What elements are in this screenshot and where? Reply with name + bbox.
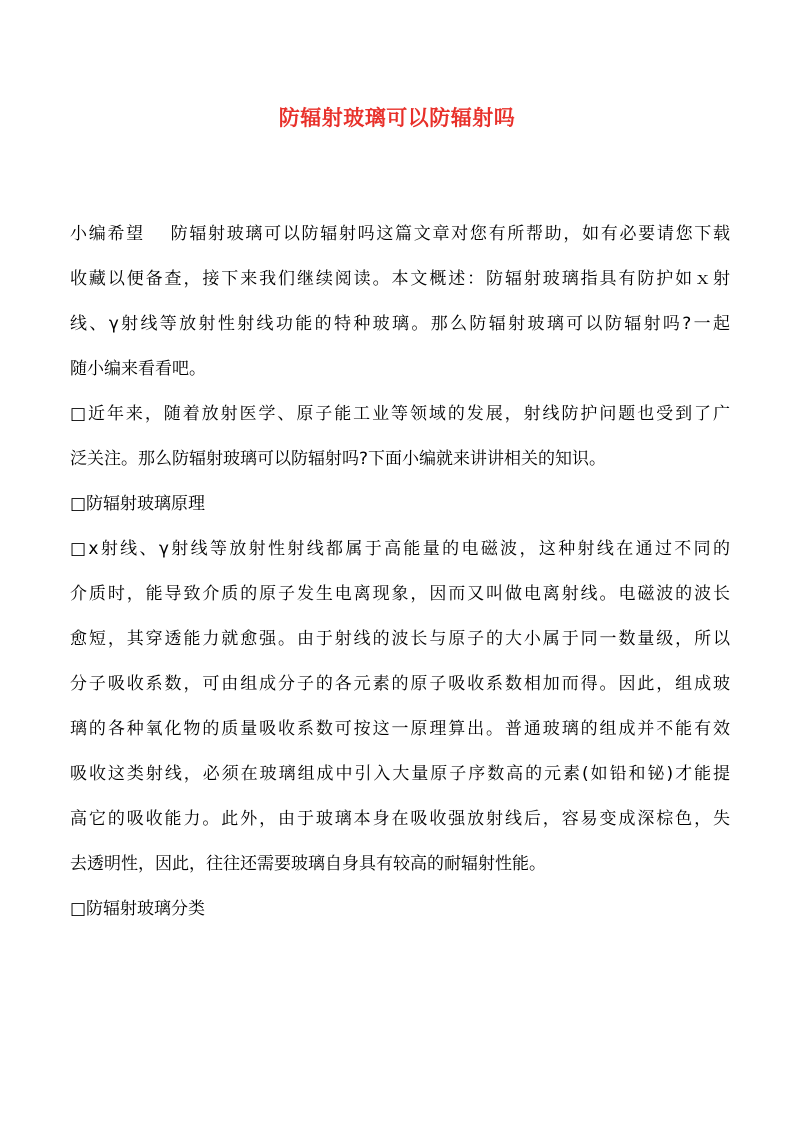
document-title: 防辐射玻璃可以防辐射吗 bbox=[278, 106, 516, 130]
text-line: 泛关注。那么防辐射玻璃可以防辐射吗?下面小编就来讲讲相关的知识。 bbox=[70, 449, 607, 469]
section-heading-classification bbox=[70, 887, 730, 932]
text-line: 线、γ射线等放射性射线功能的特种玻璃。那么防辐射玻璃可以防辐射吗?一起 bbox=[70, 314, 730, 334]
text-line: 收藏以便备查，接下来我们继续阅读。本文概述：防辐射玻璃指具有防护如ｘ射 bbox=[70, 269, 730, 289]
text-line: 小编希望 防辐射玻璃可以防辐射吗这篇文章对您有所帮助，如有必要请您下载 bbox=[70, 224, 730, 244]
text-line: 高它的吸收能力。此外，由于玻璃本身在吸收强放射线后，容易变成深棕色，失 bbox=[70, 809, 730, 829]
text-line: 璃的各种氧化物的质量吸收系数可按这一原理算出。普通玻璃的组成并不能有效 bbox=[70, 719, 730, 739]
text-line: □防辐射玻璃分类 bbox=[70, 899, 206, 919]
text-line: 愈短，其穿透能力就愈强。由于射线的波长与原子的大小属于同一数量级，所以 bbox=[70, 629, 730, 649]
text-line: 分子吸收系数，可由组成分子的各元素的原子吸收系数相加而得。因此，组成玻 bbox=[70, 674, 730, 694]
text-line: □近年来，随着放射医学、原子能工业等领域的发展，射线防护问题也受到了广 bbox=[70, 404, 730, 424]
paragraph-intro bbox=[70, 212, 730, 392]
paragraph-background bbox=[70, 392, 730, 482]
paragraph-principle bbox=[70, 527, 730, 887]
text-line: □x射线、γ射线等放射性射线都属于高能量的电磁波，这种射线在通过不同的 bbox=[70, 539, 730, 559]
text-line: 去透明性，因此，往往还需要玻璃自身具有较高的耐辐射性能。 bbox=[70, 854, 546, 874]
text-line: □防辐射玻璃原理 bbox=[70, 494, 206, 514]
section-heading-principle bbox=[70, 482, 730, 527]
text-line: 吸收这类射线，必须在玻璃组成中引入大量原子序数高的元素(如铅和铋)才能提 bbox=[70, 764, 730, 784]
text-line: 介质时，能导致介质的原子发生电离现象，因而又叫做电离射线。电磁波的波长 bbox=[70, 584, 730, 604]
text-line: 随小编来看看吧。 bbox=[70, 359, 206, 379]
document-body bbox=[70, 212, 730, 932]
